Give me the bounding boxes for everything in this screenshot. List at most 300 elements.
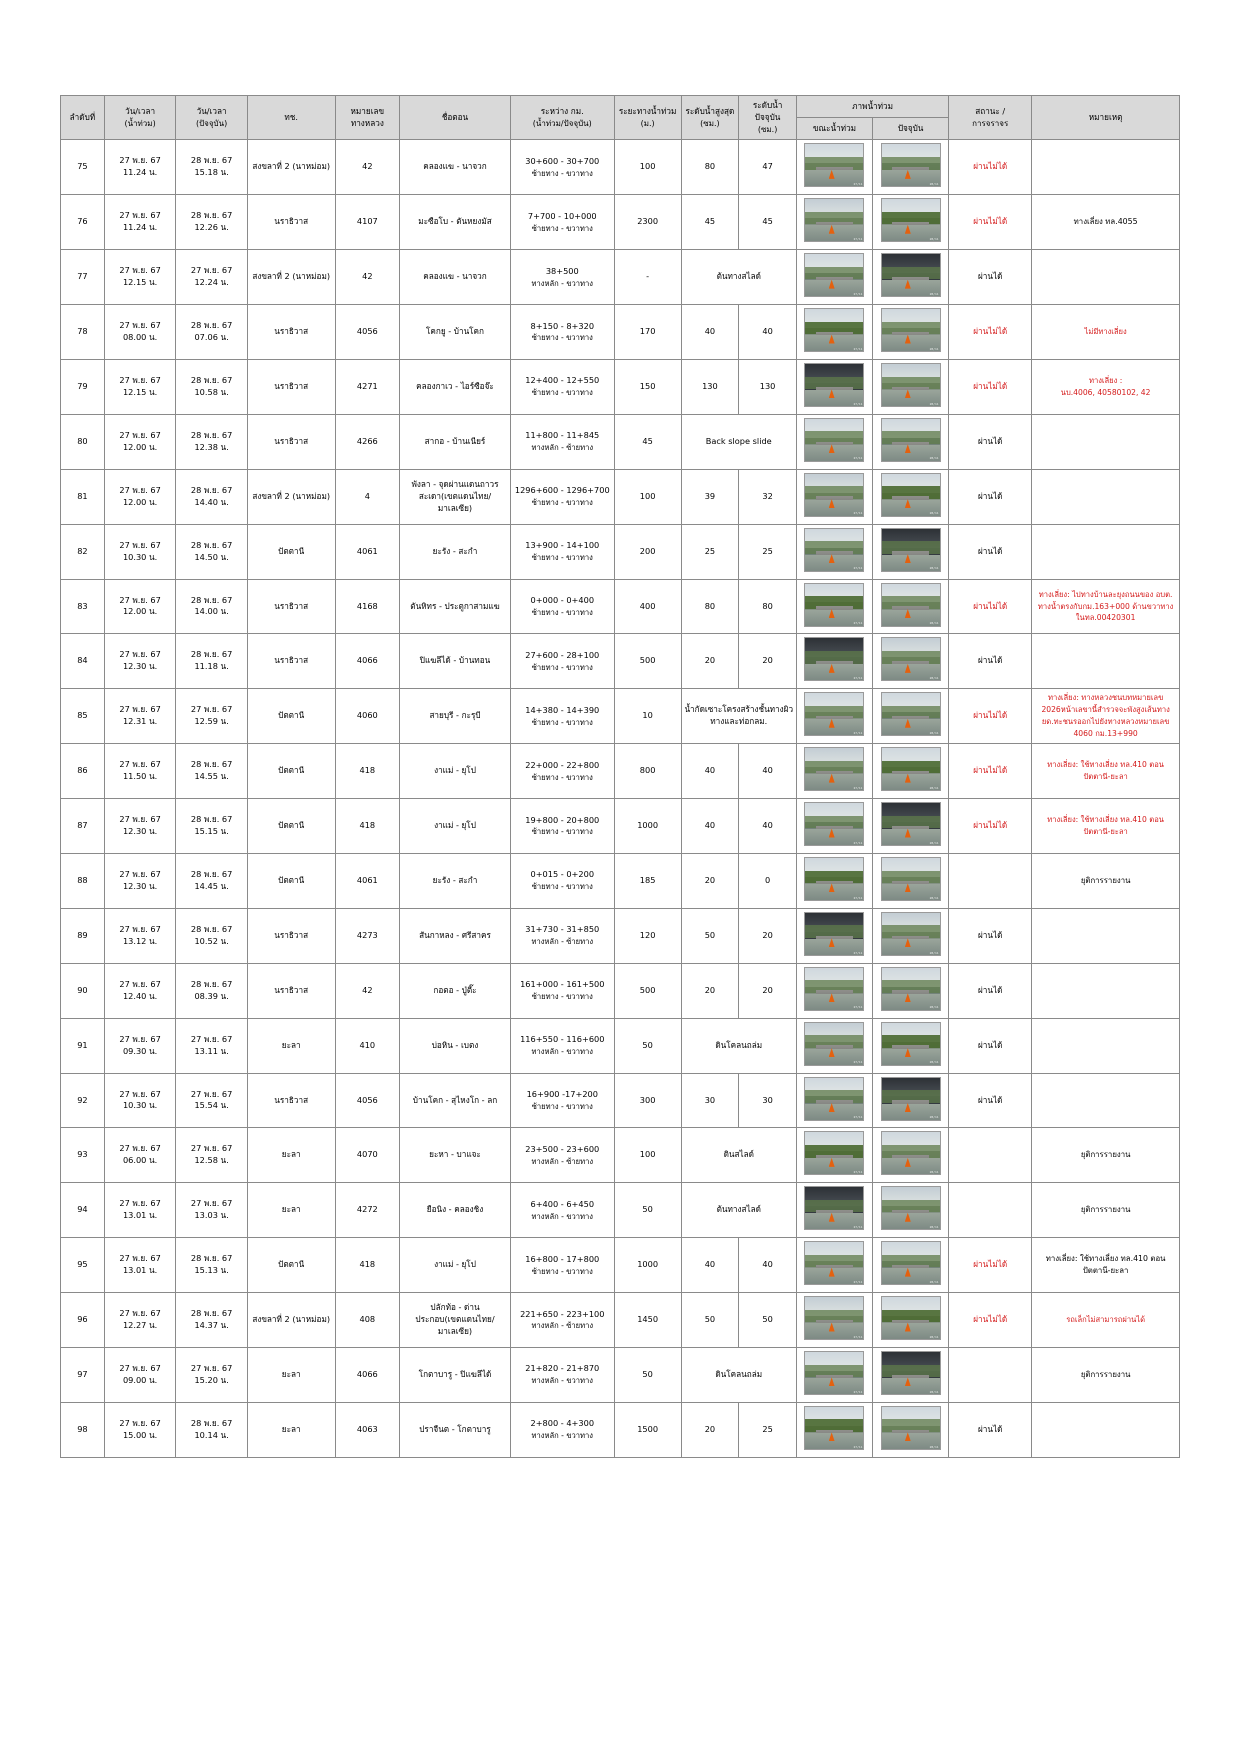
row-route: 4070 bbox=[335, 1128, 400, 1183]
row-route: 418 bbox=[335, 744, 400, 799]
flood-photo: 28/11 bbox=[881, 308, 941, 352]
row-remark: ยุติการรายงาน bbox=[1032, 853, 1180, 908]
row-datetime-now: 28 พ.ย. 67 10.52 น. bbox=[176, 908, 248, 963]
col-remark: หมายเหตุ bbox=[1032, 96, 1180, 140]
col-current-level-label: ระดับน้ำปัจจุบัน bbox=[752, 100, 783, 122]
row-datetime-flood: 27 พ.ย. 67 12.40 น. bbox=[104, 963, 176, 1018]
col-datetime-now bbox=[176, 96, 248, 140]
col-peak-level bbox=[681, 96, 739, 140]
row-segment: ยะหา - บาแจะ bbox=[400, 1128, 511, 1183]
flood-report-table bbox=[60, 95, 1180, 1458]
row-remark: ยุติการรายงาน bbox=[1032, 1183, 1180, 1238]
table-row bbox=[61, 1073, 1180, 1128]
row-image-now bbox=[873, 579, 949, 634]
row-image-flood bbox=[796, 1183, 872, 1238]
flood-photo: 28/11 bbox=[881, 802, 941, 846]
row-image-flood bbox=[796, 579, 872, 634]
row-no: 85 bbox=[61, 689, 105, 744]
col-status bbox=[949, 96, 1032, 140]
row-province: นราธิวาส bbox=[247, 579, 335, 634]
row-image-now bbox=[873, 1347, 949, 1402]
row-no: 88 bbox=[61, 853, 105, 908]
row-datetime-now: 28 พ.ย. 67 12.26 น. bbox=[176, 195, 248, 250]
row-no: 92 bbox=[61, 1073, 105, 1128]
row-remark bbox=[1032, 908, 1180, 963]
table-row bbox=[61, 195, 1180, 250]
row-route: 418 bbox=[335, 799, 400, 854]
row-route: 4066 bbox=[335, 634, 400, 689]
row-province: ปัตตานี bbox=[247, 799, 335, 854]
flood-photo: 28/11 bbox=[881, 473, 941, 517]
row-datetime-now: 28 พ.ย. 67 14.45 น. bbox=[176, 853, 248, 908]
row-datetime-now: 28 พ.ย. 67 14.37 น. bbox=[176, 1293, 248, 1348]
row-no: 84 bbox=[61, 634, 105, 689]
row-peak-level: 50 bbox=[681, 908, 739, 963]
flood-photo: 27/11 bbox=[804, 967, 864, 1011]
row-image-now bbox=[873, 1238, 949, 1293]
row-current-level: 47 bbox=[739, 140, 797, 195]
table-row bbox=[61, 689, 1180, 744]
row-image-now bbox=[873, 963, 949, 1018]
row-image-now bbox=[873, 140, 949, 195]
row-remark bbox=[1032, 140, 1180, 195]
flood-photo: 28/11 bbox=[881, 1406, 941, 1450]
row-status: ผ่านได้ bbox=[949, 1073, 1032, 1128]
row-image-now bbox=[873, 1402, 949, 1457]
row-datetime-now: 27 พ.ย. 67 13.11 น. bbox=[176, 1018, 248, 1073]
row-province: สงขลาที่ 2 (นาหม่อม) bbox=[247, 1293, 335, 1348]
row-route: 4056 bbox=[335, 1073, 400, 1128]
row-no: 93 bbox=[61, 1128, 105, 1183]
row-km: 0+015 - 0+200 ซ้ายทาง - ขวาทาง bbox=[510, 853, 614, 908]
row-route: 42 bbox=[335, 250, 400, 305]
row-distance: 200 bbox=[614, 524, 681, 579]
row-image-flood bbox=[796, 963, 872, 1018]
row-datetime-now: 28 พ.ย. 67 11.18 น. bbox=[176, 634, 248, 689]
row-no: 80 bbox=[61, 414, 105, 469]
row-datetime-now: 28 พ.ย. 67 15.13 น. bbox=[176, 1238, 248, 1293]
row-remark: ทางเลี่ยง: ไปทางบ้านละยุงถนนของ อบต. ทางน้ำตรงกับกม.163+000 ด้านขวาทาง ในทล.00420301 bbox=[1032, 579, 1180, 634]
row-province: นราธิวาส bbox=[247, 414, 335, 469]
col-datetime-flood bbox=[104, 96, 176, 140]
table-row bbox=[61, 305, 1180, 360]
row-image-flood bbox=[796, 689, 872, 744]
table-row bbox=[61, 963, 1180, 1018]
col-status-sub: การจราจร bbox=[972, 118, 1009, 128]
row-status: ผ่านไม่ได้ bbox=[949, 579, 1032, 634]
row-province: สงขลาที่ 2 (นาหม่อม) bbox=[247, 469, 335, 524]
row-no: 75 bbox=[61, 140, 105, 195]
row-datetime-now: 27 พ.ย. 67 15.54 น. bbox=[176, 1073, 248, 1128]
row-datetime-flood: 27 พ.ย. 67 11.24 น. bbox=[104, 195, 176, 250]
row-condition-note: ต้นทางสไลด์ bbox=[681, 1183, 796, 1238]
row-km: 21+820 - 21+870 ทางหลัก - ขวาทาง bbox=[510, 1347, 614, 1402]
row-route: 4061 bbox=[335, 524, 400, 579]
row-km: 0+000 - 0+400 ซ้ายทาง - ขวาทาง bbox=[510, 579, 614, 634]
row-no: 82 bbox=[61, 524, 105, 579]
row-peak-level: 45 bbox=[681, 195, 739, 250]
row-image-now bbox=[873, 1018, 949, 1073]
row-no: 89 bbox=[61, 908, 105, 963]
row-peak-level: 20 bbox=[681, 634, 739, 689]
flood-photo: 27/11 bbox=[804, 1241, 864, 1285]
table-row bbox=[61, 853, 1180, 908]
table-row bbox=[61, 469, 1180, 524]
row-distance: 100 bbox=[614, 469, 681, 524]
row-province: นราธิวาส bbox=[247, 195, 335, 250]
flood-photo: 27/11 bbox=[804, 418, 864, 462]
row-datetime-now: 27 พ.ย. 67 15.20 น. bbox=[176, 1347, 248, 1402]
row-route: 4060 bbox=[335, 689, 400, 744]
row-current-level: 20 bbox=[739, 634, 797, 689]
col-current-level-sub: (ซม.) bbox=[757, 124, 778, 134]
table-row bbox=[61, 1128, 1180, 1183]
row-datetime-flood: 27 พ.ย. 67 12.31 น. bbox=[104, 689, 176, 744]
row-current-level: 40 bbox=[739, 1238, 797, 1293]
row-remark bbox=[1032, 250, 1180, 305]
table-row bbox=[61, 908, 1180, 963]
row-km: 2+800 - 4+300 ทางหลัก - ขวาทาง bbox=[510, 1402, 614, 1457]
row-km: 16+800 - 17+800 ซ้ายทาง - ขวาทาง bbox=[510, 1238, 614, 1293]
row-image-flood bbox=[796, 1347, 872, 1402]
flood-photo: 28/11 bbox=[881, 528, 941, 572]
row-province: ยะลา bbox=[247, 1347, 335, 1402]
row-datetime-flood: 27 พ.ย. 67 12.00 น. bbox=[104, 469, 176, 524]
row-image-now bbox=[873, 524, 949, 579]
row-province: นราธิวาส bbox=[247, 305, 335, 360]
row-status: ผ่านได้ bbox=[949, 908, 1032, 963]
row-segment: งาแม่ - ยุโป bbox=[400, 799, 511, 854]
row-status: ผ่านไม่ได้ bbox=[949, 140, 1032, 195]
flood-photo: 28/11 bbox=[881, 1241, 941, 1285]
row-province: นราธิวาส bbox=[247, 963, 335, 1018]
flood-photo: 28/11 bbox=[881, 692, 941, 736]
col-peak-level-label: ระดับน้ำสูงสุด bbox=[685, 105, 735, 116]
row-no: 90 bbox=[61, 963, 105, 1018]
row-province: ปัตตานี bbox=[247, 524, 335, 579]
table-row bbox=[61, 1183, 1180, 1238]
row-datetime-flood: 27 พ.ย. 67 13.12 น. bbox=[104, 908, 176, 963]
row-condition-note: น้ำกัดเซาะโครงสร้างชั้นทางผิวทางและท่อกลม. bbox=[681, 689, 796, 744]
row-datetime-now: 28 พ.ย. 67 14.50 น. bbox=[176, 524, 248, 579]
row-datetime-flood: 27 พ.ย. 67 12.15 น. bbox=[104, 250, 176, 305]
row-km: 22+000 - 22+800 ซ้ายทาง - ขวาทาง bbox=[510, 744, 614, 799]
table-row bbox=[61, 1402, 1180, 1457]
row-segment: กอตอ - ปู่ตี๊ะ bbox=[400, 963, 511, 1018]
flood-photo: 28/11 bbox=[881, 912, 941, 956]
row-status: ผ่านได้ bbox=[949, 963, 1032, 1018]
row-km: 14+380 - 14+390 ซ้ายทาง - ขวาทาง bbox=[510, 689, 614, 744]
row-peak-level: 130 bbox=[681, 359, 739, 414]
flood-photo: 28/11 bbox=[881, 1351, 941, 1395]
row-datetime-now: 28 พ.ย. 67 15.15 น. bbox=[176, 799, 248, 854]
flood-photo: 27/11 bbox=[804, 1131, 864, 1175]
row-km: 19+800 - 20+800 ซ้ายทาง - ขวาทาง bbox=[510, 799, 614, 854]
row-datetime-flood: 27 พ.ย. 67 11.24 น. bbox=[104, 140, 176, 195]
row-peak-level: 30 bbox=[681, 1073, 739, 1128]
row-datetime-now: 28 พ.ย. 67 14.40 น. bbox=[176, 469, 248, 524]
row-route: 4063 bbox=[335, 1402, 400, 1457]
col-km-sub: (น้ำท่วม/ปัจจุบัน) bbox=[532, 118, 592, 128]
row-datetime-now: 28 พ.ย. 67 14.55 น. bbox=[176, 744, 248, 799]
flood-photo: 27/11 bbox=[804, 692, 864, 736]
table-row bbox=[61, 799, 1180, 854]
row-current-level: 45 bbox=[739, 195, 797, 250]
row-datetime-now: 28 พ.ย. 67 07.06 น. bbox=[176, 305, 248, 360]
row-image-flood bbox=[796, 744, 872, 799]
row-peak-level: 50 bbox=[681, 1293, 739, 1348]
table-row bbox=[61, 140, 1180, 195]
row-route: 4168 bbox=[335, 579, 400, 634]
col-distance bbox=[614, 96, 681, 140]
row-km: 31+730 - 31+850 ทางหลัก - ซ้ายทาง bbox=[510, 908, 614, 963]
row-condition-note: ดินสไลด์ bbox=[681, 1128, 796, 1183]
row-image-flood bbox=[796, 1128, 872, 1183]
row-image-flood bbox=[796, 1402, 872, 1457]
row-image-flood bbox=[796, 359, 872, 414]
row-route: 410 bbox=[335, 1018, 400, 1073]
row-no: 83 bbox=[61, 579, 105, 634]
row-segment: ยือนิง - คลองชิง bbox=[400, 1183, 511, 1238]
row-distance: 100 bbox=[614, 140, 681, 195]
row-km: 8+150 - 8+320 ซ้ายทาง - ขวาทาง bbox=[510, 305, 614, 360]
row-route: 4 bbox=[335, 469, 400, 524]
row-datetime-flood: 27 พ.ย. 67 12.27 น. bbox=[104, 1293, 176, 1348]
row-image-now bbox=[873, 250, 949, 305]
table-row bbox=[61, 1293, 1180, 1348]
row-no: 95 bbox=[61, 1238, 105, 1293]
row-remark bbox=[1032, 634, 1180, 689]
row-segment: คลองกาเว - ไอร์ซือจ๊ะ bbox=[400, 359, 511, 414]
row-datetime-flood: 27 พ.ย. 67 09.30 น. bbox=[104, 1018, 176, 1073]
row-image-flood bbox=[796, 1018, 872, 1073]
row-datetime-now: 28 พ.ย. 67 10.58 น. bbox=[176, 359, 248, 414]
row-province: นราธิวาส bbox=[247, 359, 335, 414]
row-distance: 800 bbox=[614, 744, 681, 799]
row-peak-level: 20 bbox=[681, 853, 739, 908]
row-image-now bbox=[873, 908, 949, 963]
row-route: 4271 bbox=[335, 359, 400, 414]
row-no: 97 bbox=[61, 1347, 105, 1402]
row-remark bbox=[1032, 963, 1180, 1018]
row-remark: รถเล็กไม่สามารถผ่านได้ bbox=[1032, 1293, 1180, 1348]
table-row bbox=[61, 634, 1180, 689]
row-segment: ปราจืนต - โกตาบารู bbox=[400, 1402, 511, 1457]
flood-photo: 27/11 bbox=[804, 1022, 864, 1066]
row-status: ผ่านไม่ได้ bbox=[949, 1238, 1032, 1293]
flood-photo: 27/11 bbox=[804, 1406, 864, 1450]
row-distance: 1000 bbox=[614, 1238, 681, 1293]
col-images: ภาพน้ำท่วม bbox=[796, 96, 948, 118]
row-image-now bbox=[873, 305, 949, 360]
row-current-level: 25 bbox=[739, 524, 797, 579]
row-status bbox=[949, 1128, 1032, 1183]
row-image-now bbox=[873, 414, 949, 469]
col-image-now: ปัจจุบัน bbox=[873, 118, 949, 140]
table-row bbox=[61, 1018, 1180, 1073]
row-image-flood bbox=[796, 524, 872, 579]
row-km: 13+900 - 14+100 ซ้ายทาง - ขวาทาง bbox=[510, 524, 614, 579]
row-status bbox=[949, 853, 1032, 908]
flood-photo: 28/11 bbox=[881, 583, 941, 627]
row-no: 91 bbox=[61, 1018, 105, 1073]
row-province: ยะลา bbox=[247, 1183, 335, 1238]
row-segment: มะซือโบ - ตันหยงมัส bbox=[400, 195, 511, 250]
flood-photo: 27/11 bbox=[804, 857, 864, 901]
row-status: ผ่านได้ bbox=[949, 524, 1032, 579]
row-distance: 120 bbox=[614, 908, 681, 963]
row-distance: 300 bbox=[614, 1073, 681, 1128]
row-km: 6+400 - 6+450 ทางหลัก - ขวาทาง bbox=[510, 1183, 614, 1238]
row-image-flood bbox=[796, 195, 872, 250]
row-distance: 150 bbox=[614, 359, 681, 414]
row-province: สงขลาที่ 2 (นาหม่อม) bbox=[247, 250, 335, 305]
row-distance: 2300 bbox=[614, 195, 681, 250]
row-distance: 50 bbox=[614, 1018, 681, 1073]
row-peak-level: 40 bbox=[681, 799, 739, 854]
flood-photo: 27/11 bbox=[804, 912, 864, 956]
row-datetime-flood: 27 พ.ย. 67 12.00 น. bbox=[104, 579, 176, 634]
row-no: 87 bbox=[61, 799, 105, 854]
col-no: ลำดับที่ bbox=[61, 96, 105, 140]
row-image-now bbox=[873, 1293, 949, 1348]
row-current-level: 40 bbox=[739, 799, 797, 854]
row-condition-note: Back slope slide bbox=[681, 414, 796, 469]
row-province: นราธิวาส bbox=[247, 908, 335, 963]
row-current-level: 80 bbox=[739, 579, 797, 634]
row-segment: ปิแฆลึได้ - บ้านทอน bbox=[400, 634, 511, 689]
row-route: 408 bbox=[335, 1293, 400, 1348]
row-distance: 1450 bbox=[614, 1293, 681, 1348]
col-datetime-now-sub: (ปัจจุบัน) bbox=[195, 118, 228, 128]
flood-photo: 28/11 bbox=[881, 1077, 941, 1121]
row-province: ยะลา bbox=[247, 1128, 335, 1183]
row-status: ผ่านได้ bbox=[949, 634, 1032, 689]
row-segment: พังลา - จุดผ่านแดนถาวรสะเดา(เขตแดนไทย/มาเลเซีย) bbox=[400, 469, 511, 524]
table-row bbox=[61, 1238, 1180, 1293]
row-datetime-now: 28 พ.ย. 67 10.14 น. bbox=[176, 1402, 248, 1457]
table-row bbox=[61, 359, 1180, 414]
row-remark: ยุติการรายงาน bbox=[1032, 1128, 1180, 1183]
row-condition-note: ดินโคลนถล่ม bbox=[681, 1018, 796, 1073]
row-province: ปัตตานี bbox=[247, 689, 335, 744]
row-current-level: 20 bbox=[739, 908, 797, 963]
row-distance: 100 bbox=[614, 1128, 681, 1183]
row-km: 23+500 - 23+600 ทางหลัก - ซ้ายทาง bbox=[510, 1128, 614, 1183]
row-status: ผ่านไม่ได้ bbox=[949, 359, 1032, 414]
row-segment: บ่อหิน - เบตง bbox=[400, 1018, 511, 1073]
row-segment: ยะรัง - สะกำ bbox=[400, 524, 511, 579]
col-distance-label: ระยะทางน้ำท่วม bbox=[618, 105, 677, 116]
row-route: 42 bbox=[335, 963, 400, 1018]
flood-photo: 28/11 bbox=[881, 857, 941, 901]
flood-photo: 28/11 bbox=[881, 198, 941, 242]
row-segment: บ้านโคก - สุไหงโก - ลก bbox=[400, 1073, 511, 1128]
row-remark bbox=[1032, 1402, 1180, 1457]
row-image-now bbox=[873, 634, 949, 689]
row-province: นราธิวาส bbox=[247, 1073, 335, 1128]
flood-photo: 27/11 bbox=[804, 473, 864, 517]
flood-photo: 28/11 bbox=[881, 1296, 941, 1340]
flood-photo: 27/11 bbox=[804, 583, 864, 627]
row-status: ผ่านไม่ได้ bbox=[949, 305, 1032, 360]
table-row bbox=[61, 1347, 1180, 1402]
row-segment: สันกาหลง - ศรีสาคร bbox=[400, 908, 511, 963]
flood-photo: 27/11 bbox=[804, 308, 864, 352]
row-datetime-flood: 27 พ.ย. 67 09.00 น. bbox=[104, 1347, 176, 1402]
flood-photo: 28/11 bbox=[881, 1186, 941, 1230]
row-distance: 50 bbox=[614, 1183, 681, 1238]
row-segment: ตันหิทร - ประตูกาสามแฆ bbox=[400, 579, 511, 634]
row-status: ผ่านไม่ได้ bbox=[949, 689, 1032, 744]
row-province: ปัตตานี bbox=[247, 1238, 335, 1293]
flood-photo: 27/11 bbox=[804, 1077, 864, 1121]
row-image-flood bbox=[796, 305, 872, 360]
row-no: 98 bbox=[61, 1402, 105, 1457]
row-datetime-flood: 27 พ.ย. 67 12.15 น. bbox=[104, 359, 176, 414]
row-no: 77 bbox=[61, 250, 105, 305]
row-province: ยะลา bbox=[247, 1402, 335, 1457]
row-datetime-now: 27 พ.ย. 67 12.59 น. bbox=[176, 689, 248, 744]
row-km: 11+800 - 11+845 ทางหลัก - ซ้ายทาง bbox=[510, 414, 614, 469]
row-km: 30+600 - 30+700 ซ้ายทาง - ขวาทาง bbox=[510, 140, 614, 195]
flood-photo: 27/11 bbox=[804, 747, 864, 791]
row-km: 7+700 - 10+000 ซ้ายทาง - ขวาทาง bbox=[510, 195, 614, 250]
col-status-label: สถานะ / bbox=[975, 105, 1006, 116]
row-distance: 10 bbox=[614, 689, 681, 744]
table-header bbox=[61, 96, 1180, 140]
row-status: ผ่านได้ bbox=[949, 1018, 1032, 1073]
row-image-flood bbox=[796, 1238, 872, 1293]
row-peak-level: 39 bbox=[681, 469, 739, 524]
row-province: สงขลาที่ 2 (นาหม่อม) bbox=[247, 140, 335, 195]
row-status: ผ่านไม่ได้ bbox=[949, 744, 1032, 799]
row-remark bbox=[1032, 524, 1180, 579]
row-image-now bbox=[873, 1128, 949, 1183]
row-image-flood bbox=[796, 853, 872, 908]
row-route: 4056 bbox=[335, 305, 400, 360]
row-segment: สากอ - บ้านเนียร์ bbox=[400, 414, 511, 469]
flood-photo: 28/11 bbox=[881, 1131, 941, 1175]
row-image-flood bbox=[796, 1293, 872, 1348]
row-province: นราธิวาส bbox=[247, 634, 335, 689]
row-status: ผ่านได้ bbox=[949, 414, 1032, 469]
row-status: ผ่านได้ bbox=[949, 469, 1032, 524]
row-segment: คลองแฆ - นาจวก bbox=[400, 140, 511, 195]
flood-photo: 27/11 bbox=[804, 143, 864, 187]
row-distance: 185 bbox=[614, 853, 681, 908]
flood-photo: 28/11 bbox=[881, 143, 941, 187]
table-row bbox=[61, 579, 1180, 634]
row-no: 79 bbox=[61, 359, 105, 414]
row-datetime-now: 27 พ.ย. 67 12.24 น. bbox=[176, 250, 248, 305]
row-segment: ยะรัง - สะกำ bbox=[400, 853, 511, 908]
row-current-level: 40 bbox=[739, 744, 797, 799]
flood-photo: 28/11 bbox=[881, 1022, 941, 1066]
row-remark bbox=[1032, 1073, 1180, 1128]
row-route: 4266 bbox=[335, 414, 400, 469]
row-peak-level: 25 bbox=[681, 524, 739, 579]
row-remark: ทางเลี่ยง ทล.4055 bbox=[1032, 195, 1180, 250]
row-route: 4066 bbox=[335, 1347, 400, 1402]
row-status: ผ่านได้ bbox=[949, 250, 1032, 305]
row-no: 78 bbox=[61, 305, 105, 360]
row-status bbox=[949, 1183, 1032, 1238]
header-row-1 bbox=[61, 96, 1180, 118]
row-current-level: 25 bbox=[739, 1402, 797, 1457]
row-datetime-now: 27 พ.ย. 67 12.58 น. bbox=[176, 1128, 248, 1183]
row-distance: - bbox=[614, 250, 681, 305]
